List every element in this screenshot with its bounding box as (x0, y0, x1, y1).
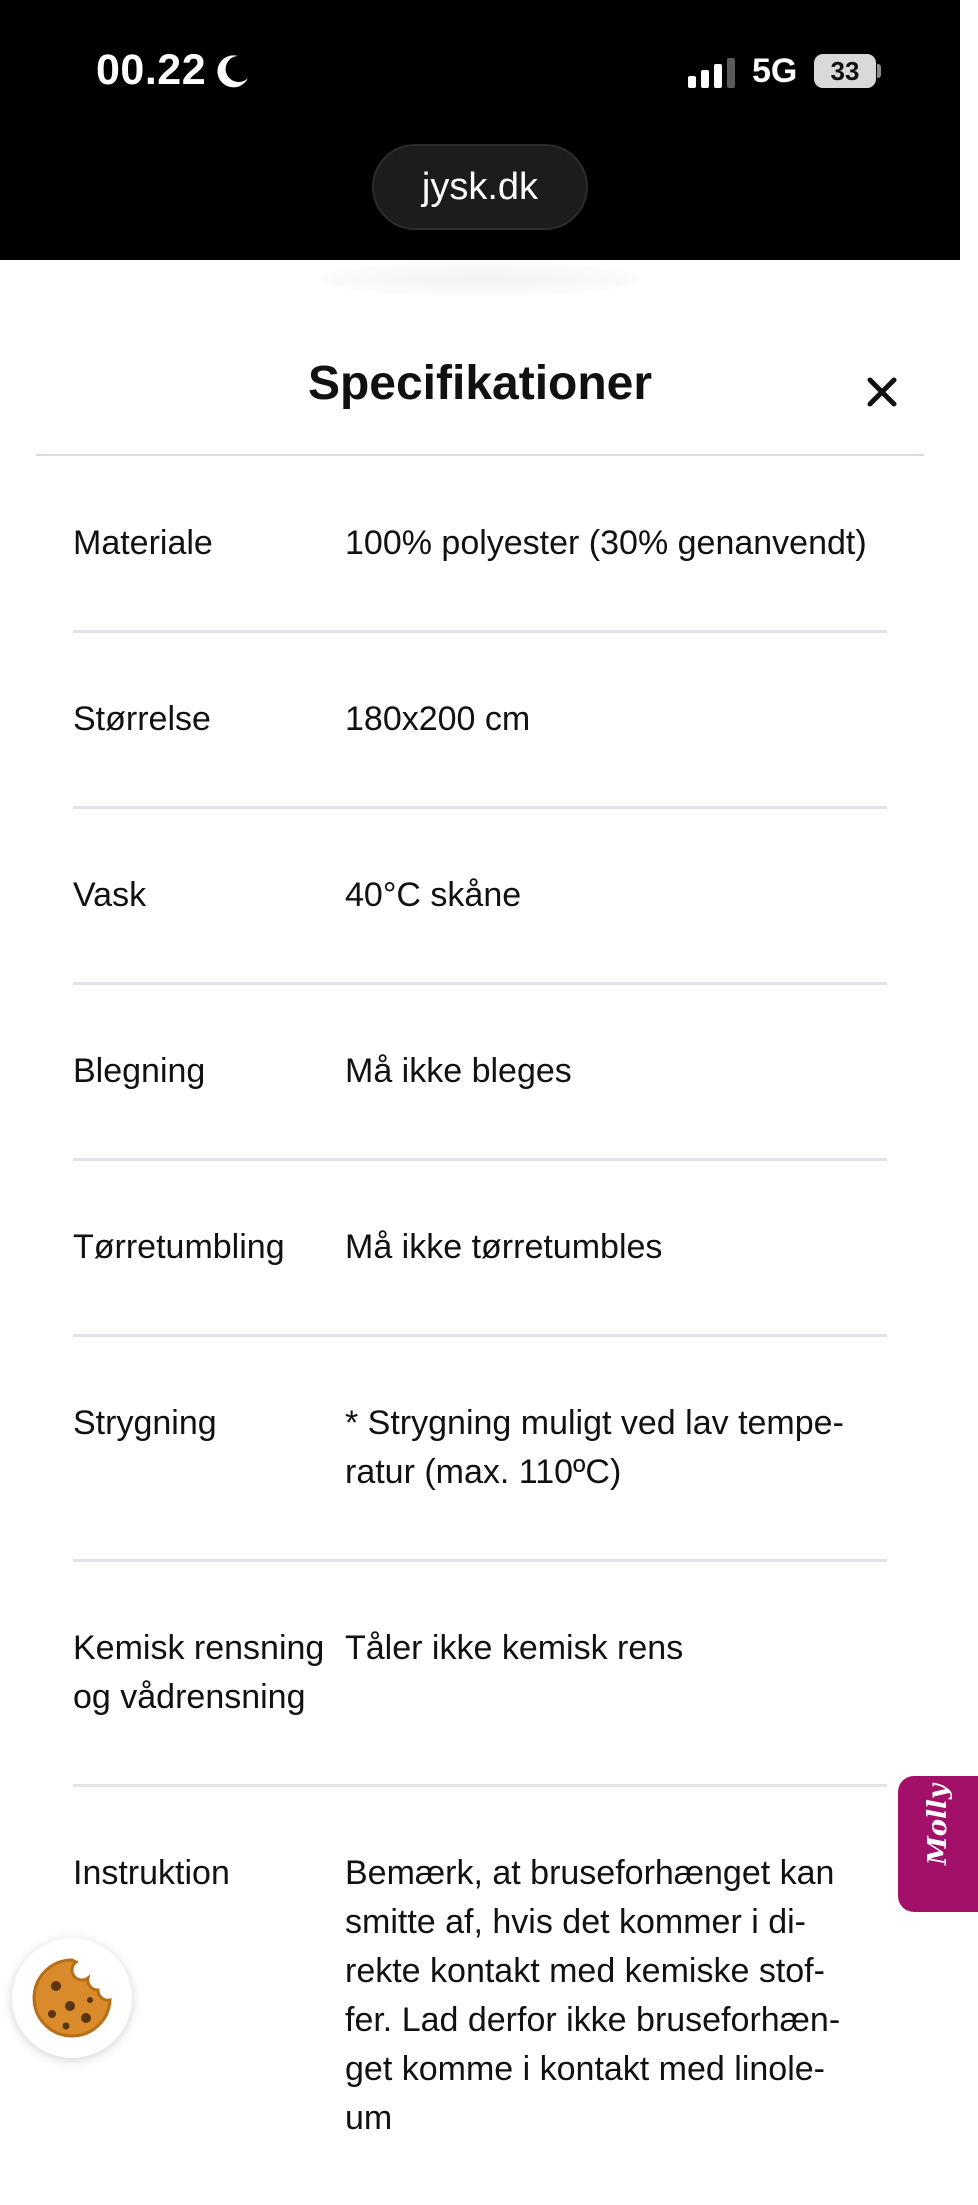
spec-row-materiale (73, 457, 887, 633)
spec-label: Størrelse (73, 700, 211, 738)
cookie-settings-button[interactable] (12, 1938, 132, 2058)
spec-label: Kemisk rensning og vådrensning (73, 1629, 325, 1716)
sheet-handle-shadow (320, 262, 640, 296)
spec-list (73, 457, 887, 2205)
spec-value: 100% polyester (30% genanvendt) (345, 524, 867, 562)
spec-value: * Strygning muligt ved lav tempe- ratur (max. 110ºC) (345, 1404, 844, 1491)
spec-value: Tåler ikke kemisk rens (345, 1629, 684, 1667)
close-icon[interactable] (862, 372, 902, 412)
spec-value: 180x200 cm (345, 700, 531, 738)
moon-icon (214, 52, 252, 90)
spec-row-toerretumbling (73, 1161, 887, 1337)
spec-label: Strygning (73, 1404, 217, 1442)
cookie-icon (30, 1956, 114, 2040)
spec-value: Må ikke bleges (345, 1052, 572, 1090)
spec-row-blegning (73, 985, 887, 1161)
spec-value: 40°C skåne (345, 876, 522, 914)
spec-label: Tørretumbling (73, 1228, 285, 1266)
spec-value: Må ikke tørretumbles (345, 1228, 663, 1266)
spec-row-vask (73, 809, 887, 985)
spec-row-instruktion (73, 1787, 887, 2205)
spec-row-stoerrelse (73, 633, 887, 809)
battery-tip (877, 64, 881, 78)
spec-value: Bemærk, at bruseforhænget kan smitte af, hvis det kommer i di- rekte kontakt med kemiske stof- fer. Lad derfor ikke bruseforhæn- get komme i kontakt med linole- um (345, 1854, 841, 2137)
spec-row-strygning (73, 1337, 887, 1562)
battery-icon: 33 (814, 54, 876, 88)
status-bar (0, 0, 960, 260)
status-time: 00.22 (96, 46, 207, 94)
spec-label: Blegning (73, 1052, 206, 1090)
spec-label: Vask (73, 876, 147, 914)
network-type: 5G (752, 52, 798, 90)
chat-assistant-label: Molly (923, 1784, 953, 1865)
signal-icon (688, 58, 738, 88)
spec-label: Materiale (73, 524, 213, 562)
spec-row-kemisk-rensning (73, 1562, 887, 1787)
sheet-title: Specifikationer (307, 357, 653, 410)
url-bar[interactable]: jysk.dk (372, 144, 588, 230)
chat-assistant-button[interactable] (898, 1776, 978, 1912)
title-divider (36, 454, 924, 456)
spec-label: Instruktion (73, 1854, 230, 1892)
